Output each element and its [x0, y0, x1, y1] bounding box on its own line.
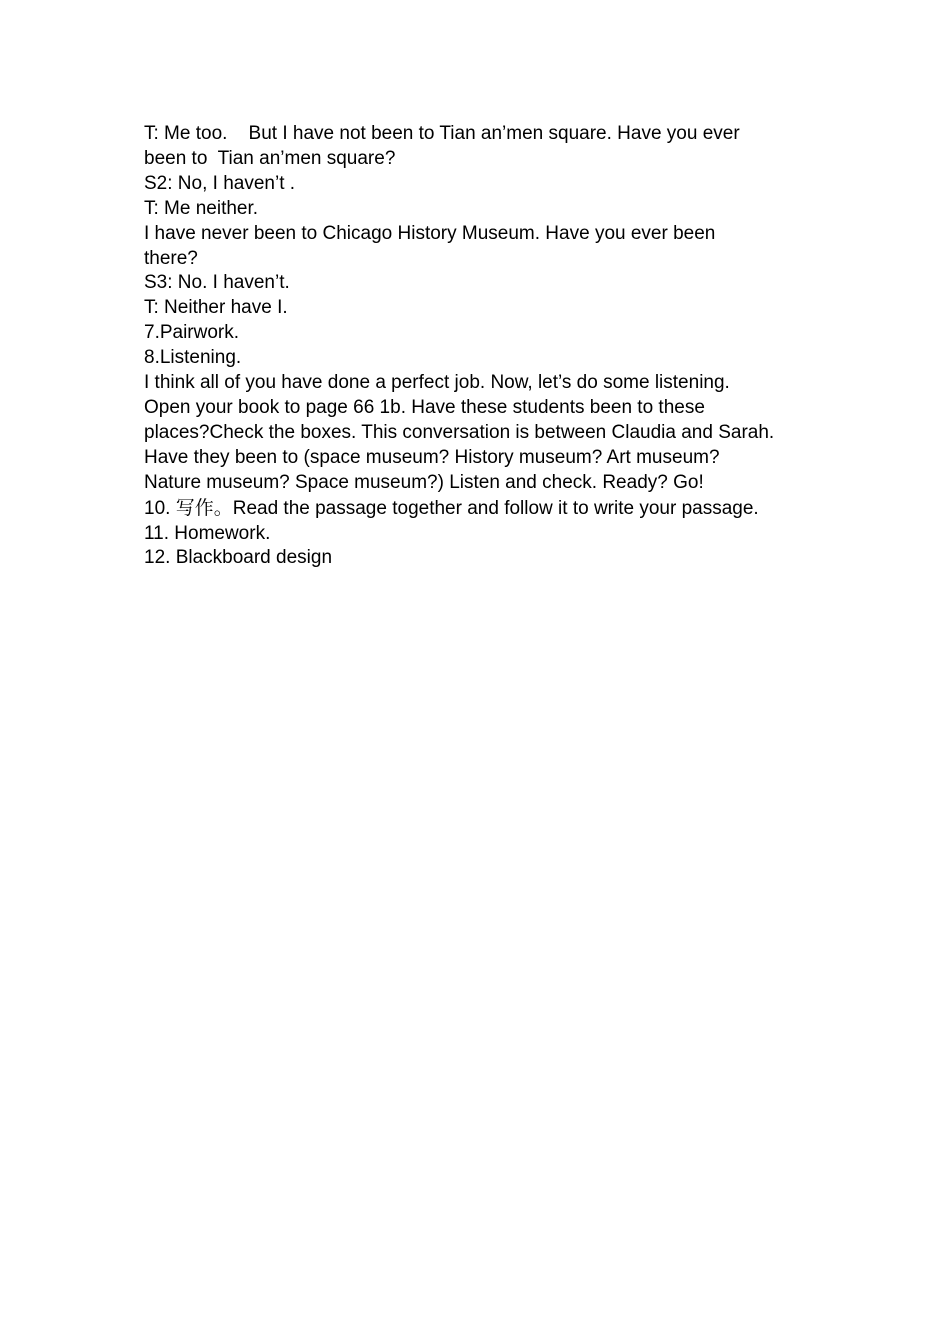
writing-item-number: 10. — [144, 497, 176, 519]
text-line: been to Tian an’men square? — [144, 147, 396, 169]
text-line: S2: No, I haven’t . — [144, 172, 296, 194]
text-line: I think all of you have done a perfect job. Now, let’s do some listening. — [144, 372, 730, 394]
writing-item — [144, 496, 824, 522]
text-line: places?Check the boxes. This conversation is between Claudia and Sarah. — [144, 421, 775, 443]
text-line: I have never been to Chicago History Museum. Have you ever been — [144, 222, 716, 244]
text-line: 11. Homework. — [144, 522, 271, 544]
text-line: there? — [144, 247, 198, 269]
text-line: T: Neither have I. — [144, 297, 288, 319]
text-line: T: Me neither. — [144, 197, 259, 219]
document-body — [144, 122, 824, 571]
text-line: 8.Listening. — [144, 347, 242, 369]
writing-item-text: Read the passage together and follow it to write your passage. — [232, 497, 759, 519]
text-line: Open your book to page 66 1b. Have these students been to these — [144, 396, 705, 418]
text-line: 7.Pairwork. — [144, 322, 240, 344]
text-line: S3: No. I haven’t. — [144, 272, 290, 294]
text-line: Nature museum? Space museum?) Listen and check. Ready? Go! — [144, 471, 704, 493]
text-line: 12. Blackboard design — [144, 547, 333, 569]
text-line: Have they been to (space museum? History museum? Art museum? — [144, 446, 720, 468]
writing-item-cjk-label: 写作。 — [175, 496, 233, 519]
text-line: T: Me too. But I have not been to Tian an’men square. Have you ever — [144, 123, 740, 144]
